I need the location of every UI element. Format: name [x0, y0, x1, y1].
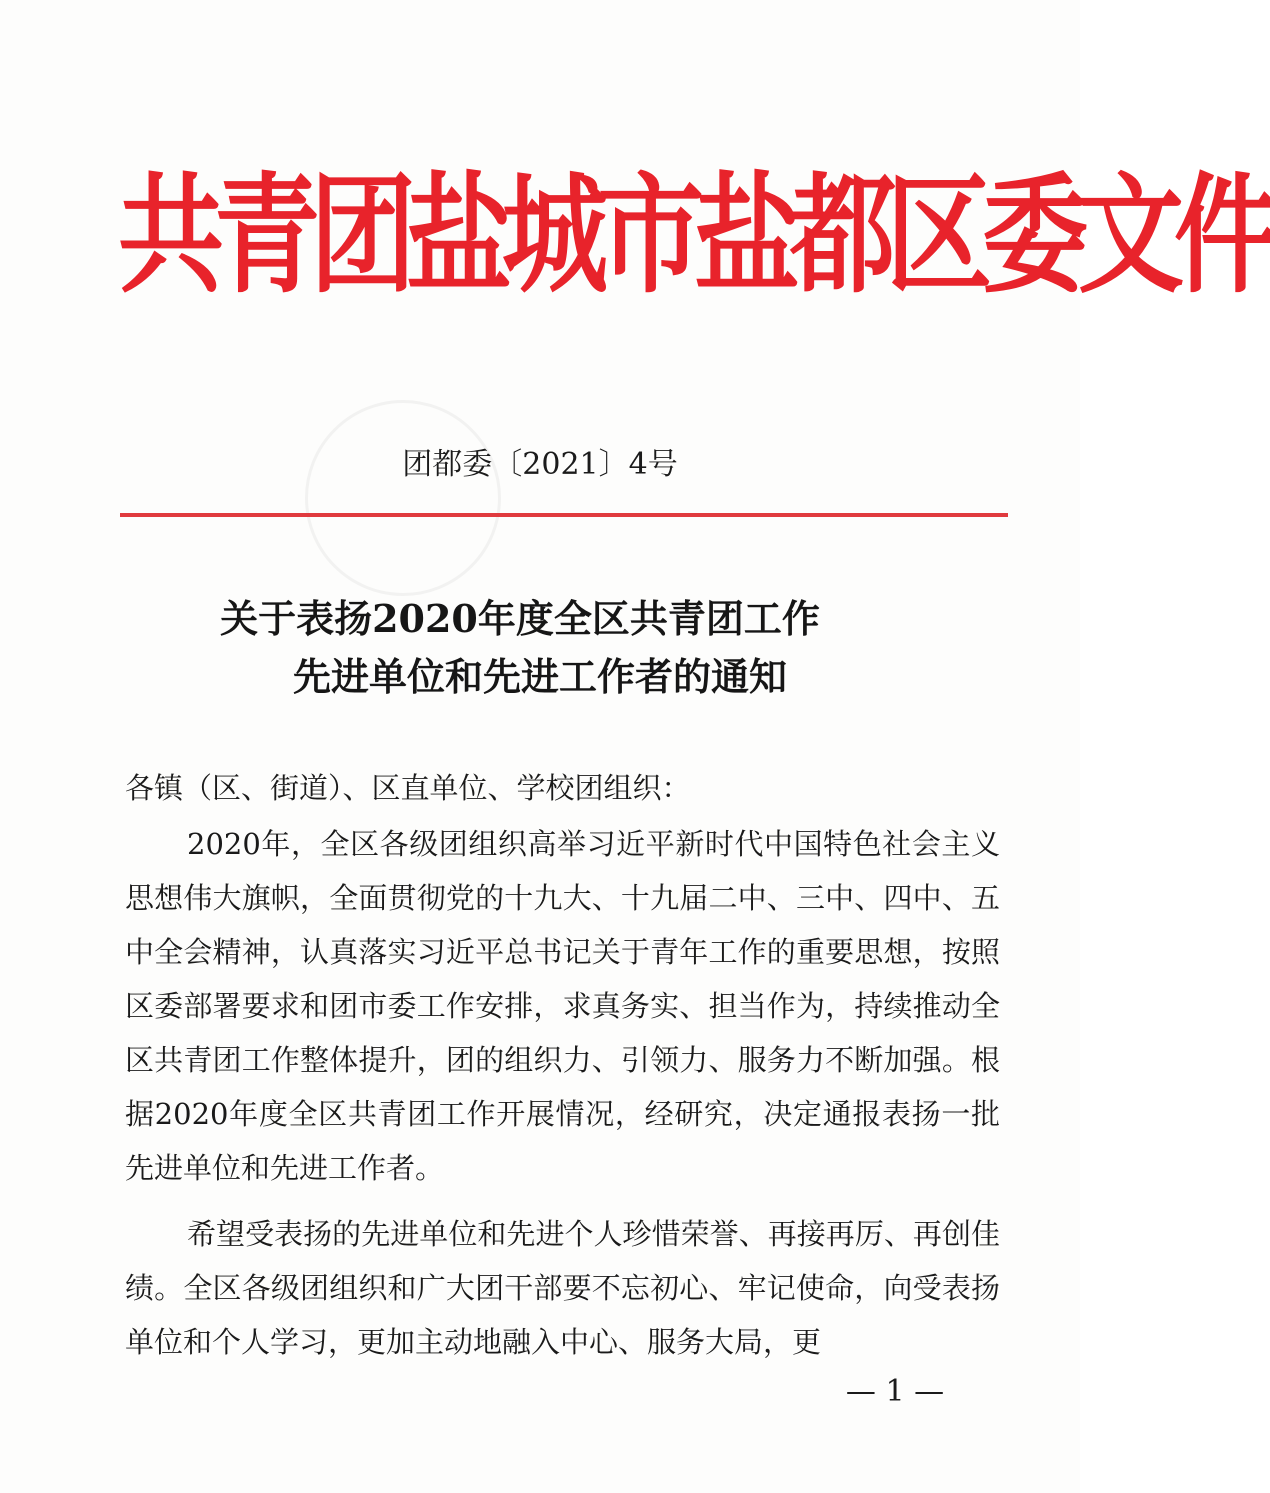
document-number: 团都委〔2021〕4号 [402, 447, 678, 482]
document-title-line-2: 先进单位和先进工作者的通知 [292, 654, 787, 699]
document-masthead: 共青团盐城市盐都区委文件 [118, 158, 1270, 311]
page-number: — 1 — [845, 1374, 945, 1409]
body-paragraph-2: 希望受表扬的先进单位和先进个人珍惜荣誉、再接再厉、再创佳绩。全区各级团组织和广大团干部要不忘初心、牢记使命，向受表扬单位和个人学习，更加主动地融入中心、服务大局，更 [125, 1217, 1000, 1359]
document-title-line-1: 关于表扬2020年度全区共青团工作 [220, 596, 820, 641]
body-paragraph-1: 2020年，全区各级团组织高举习近平新时代中国特色社会主义思想伟大旗帜，全面贯彻党的十九大、十九届二中、三中、四中、五中全会精神，认真落实习近平总书记关于青年工作的重要思想，按照区委部署要求和团市委工作安排，求真务实、担当作为，持续推动全区共青团工作整体提升，团的组织力、引领力、服务力不断加强。根据2020年度全区共青团工作开展情况，经研究，决定通报表扬一批先进单位和先进工作者。 [125, 827, 1000, 1185]
red-divider-line [120, 513, 1008, 517]
seal-impression [305, 400, 501, 596]
salutation: 各镇（区、街道）、区直单位、学校团组织： [125, 771, 691, 805]
